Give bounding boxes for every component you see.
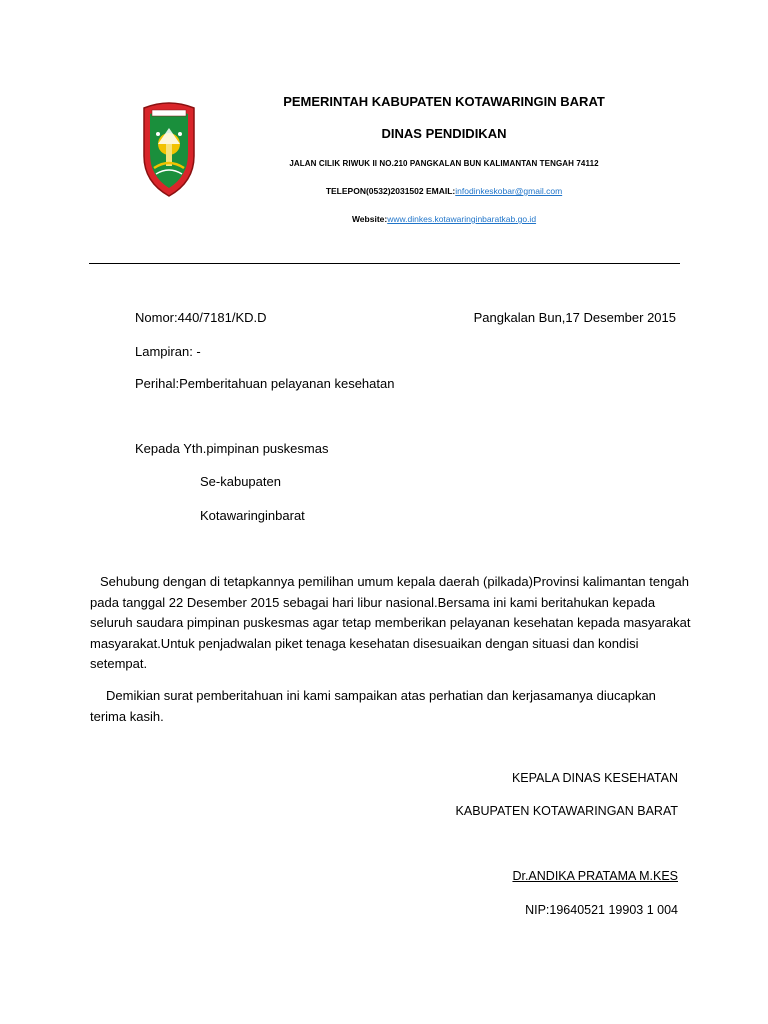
email-link[interactable]: infodinkeskobar@gmail.com <box>455 186 563 196</box>
recipient-line-1: Kepada Yth.pimpinan puskesmas <box>135 441 329 456</box>
paragraph-line: setempat. <box>90 656 148 671</box>
regional-coat-of-arms-icon <box>140 98 198 198</box>
website-label: Website: <box>351 214 388 224</box>
paragraph-line: Sehubung dengan di tetapkannya pemilihan umum kepala daerah (pilkada)Provinsi kalimantan tengah <box>100 574 689 589</box>
paragraph-line: seluruh saudara pimpinan puskesmas agar tetap memberikan pelayanan kesehatan kepada masyarakat <box>90 615 691 630</box>
letterhead-contact <box>200 186 688 196</box>
letterhead-divider <box>89 263 680 264</box>
recipient-line-2: Se-kabupaten <box>200 474 281 489</box>
website-link[interactable]: www.dinkes.kotawaringinbaratkab.go.id <box>387 214 537 224</box>
paragraph-line: Demikian surat pemberitahuan ini kami sampaikan atas perhatian dan kerjasamanya diucapkan <box>106 688 656 703</box>
body-paragraph-1 <box>90 572 691 675</box>
letterhead-address: JALAN CILIK RIWUK II NO.210 PANGKALAN BUN KALIMANTAN TENGAH 74112 <box>289 159 599 168</box>
letterhead-government: PEMERINTAH KABUPATEN KOTAWARINGIN BARAT <box>283 94 605 109</box>
letter-subject: Perihal:Pemberitahuan pelayanan kesehatan <box>135 376 395 391</box>
body-paragraph-2 <box>90 686 680 727</box>
signature-nip: NIP:19640521 19903 1 004 <box>525 903 678 917</box>
phone-label: TELEPON(0532)2031502 EMAIL: <box>325 186 456 196</box>
signature-office: KABUPATEN KOTAWARINGAN BARAT <box>455 804 678 818</box>
letter-place-date: Pangkalan Bun,17 Desember 2015 <box>473 310 676 325</box>
letter-number: Nomor:440/7181/KD.D <box>135 310 267 325</box>
signature-title: KEPALA DINAS KESEHATAN <box>511 771 678 785</box>
letterhead-department: DINAS PENDIDIKAN <box>381 126 507 141</box>
letterhead-website <box>200 214 688 224</box>
paragraph-line: pada tanggal 22 Desember 2015 sebagai hari libur nasional.Bersama ini kami beritahukan kepada <box>90 594 656 610</box>
paragraph-line: masyarakat.Untuk penjadwalan piket tenaga kesehatan disesuaikan dengan situasi dan kondisi <box>90 635 639 651</box>
signature-name: Dr.ANDIKA PRATAMA M.KES <box>512 869 678 883</box>
recipient-line-3: Kotawaringinbarat <box>200 508 305 523</box>
letter-attachment: Lampiran: - <box>135 344 201 359</box>
paragraph-line: terima kasih. <box>90 708 164 724</box>
